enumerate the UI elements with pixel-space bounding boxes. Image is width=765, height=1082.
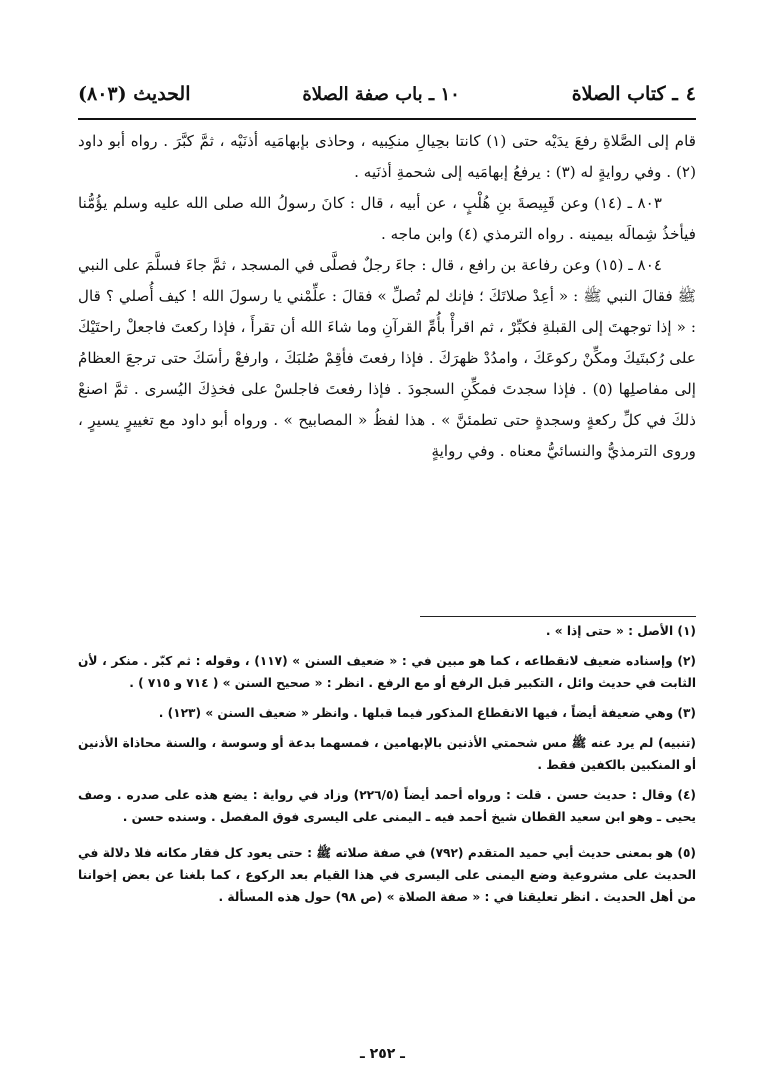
hadith-804: ٨٠٤ ـ (١٥) وعن رفاعة بن رافع ، قال : جاءَ رجلٌ فصلَّى في المسجد ، ثمَّ جاءَ فسلَّمَ على النبي ﷺ فقالَ النبي ﷺ : « أعِدْ صلاتَكَ ؛ فإنك لم تُصلِّ » فقالَ : علِّمْني يا رسولَ الله ! كيف أُصلي ؟ قال : « إذا توجهتَ إلى القبلةِ فكبِّرْ ، ثم اقرأْ بأُمِّ القرآنِ وما شاءَ الله أن تقرأَ ، فإذا ركعتَ فاجعلْ راحتَيْكَ على رُكبتَيكَ ومكِّنْ ركوعَكَ ، وامدُدْ ظهرَكَ . فإذا رفعتَ فأقِمْ صُلبَكَ ، وارفعْ رأسَكَ حتى ترجعَ العظامُ إلى مفاصلِها (٥) . فإذا سجدتَ فمكِّنِ السجودَ . فإذا رفعتَ فاجلسْ على فخذِكَ اليُسرى . ثمَّ اصنعْ ذلكَ في كلِّ ركعةٍ وسجدةٍ حتى تطمئنَّ » . هذا لفظُ « المصابيح » . ورواه أبو داود مع تغييرٍ يسيرٍ ، وروى الترمذيُّ والنسائيُّ معناه . وفي روايةٍ (78, 256, 696, 460)
chapter-title: ١٠ ـ باب صفة الصلاة (302, 83, 460, 105)
footnote: (١) الأصل : « حتى إذا » . (545, 624, 696, 638)
book-number: ٤ (685, 83, 696, 105)
header-rule (78, 118, 696, 120)
running-header (78, 72, 696, 116)
page-number: ـ ٢٥٢ ـ (360, 1046, 405, 1062)
footnote: (٢) وإسناده ضعيف لانقطاعه ، كما هو مبين في : « ضعيف السنن » (١١٧) ، وقوله : ثم كبّر . منكر ، لأن الثابت في حديث وائل ، التكبير قبل الرفع أو مع الرفع . انظر : « صحيح السنن » ( ٧١٤ و ٧١٥ ) . (78, 654, 696, 690)
hadith-number: الحديث (٨٠٣) (78, 83, 191, 105)
main-text (78, 126, 696, 467)
footnote: (تنبيه) لم يرد عنه ﷺ مس شحمتي الأذنين بالإبهامين ، فمسهما بدعة أو وسوسة ، والسنة محاذاة الأذنين أو المنكبين بالكفين فقط . (78, 736, 696, 772)
paragraph: قام إلى الصَّلاةِ رفعَ يدَيْه حتى (١) كانتا بحِيالِ منكِبيه ، وحاذى بإبهامَيه أذنَيْه ، ثمَّ كبَّرَ . رواه أبو داود (٢) . وفي روايةٍ له (٣) : يرفعُ إبهامَيه إلى شحمةِ أذنَيه . (78, 132, 696, 181)
book-title: ـ كتاب الصلاة (571, 83, 678, 105)
hadith-803: ٨٠٣ ـ (١٤) وعن قَبِيصةَ بنِ هُلْبٍ ، عن أبيه ، قال : كانَ رسولُ الله صلى الله عليه وسلم يؤُمُّنا فيأخذُ شِمالَه بيمينه . رواه الترمذي (٤) وابن ماجه . (78, 194, 696, 243)
footnotes (78, 620, 696, 908)
footnote: (٣) وهي ضعيفة أيضاً ، فيها الانقطاع المذكور فيما قبلها . وانظر « ضعيف السنن » (١٢٣) . (158, 706, 696, 720)
footnote: (٥) هو بمعنى حديث أبي حميد المتقدم (٧٩٢) في صفة صلاته ﷺ : حتى يعود كل فقار مكانه فلا دلالة في الحديث على مشروعية وضع اليمنى على اليسرى في هذا القيام بعد الركوع ، كما بلغنا عن بعض إخواننا من أهل الحديث . انظر تعليقنا في : « صفة الصلاة » (ص ٩٨) حول هذه المسألة . (78, 846, 696, 904)
book-heading (572, 83, 696, 105)
footnote: (٤) وقال : حديث حسن . قلت : ورواه أحمد أيضاً (٢٢٦/٥) وزاد في رواية : يضع هذه على صدره . وصف يحيى ـ وهو ابن سعيد القطان شيخ أحمد فيه ـ اليمنى على اليسرى فوق المفصل . وسنده حسن . (78, 788, 696, 824)
footnote-separator (420, 616, 696, 617)
